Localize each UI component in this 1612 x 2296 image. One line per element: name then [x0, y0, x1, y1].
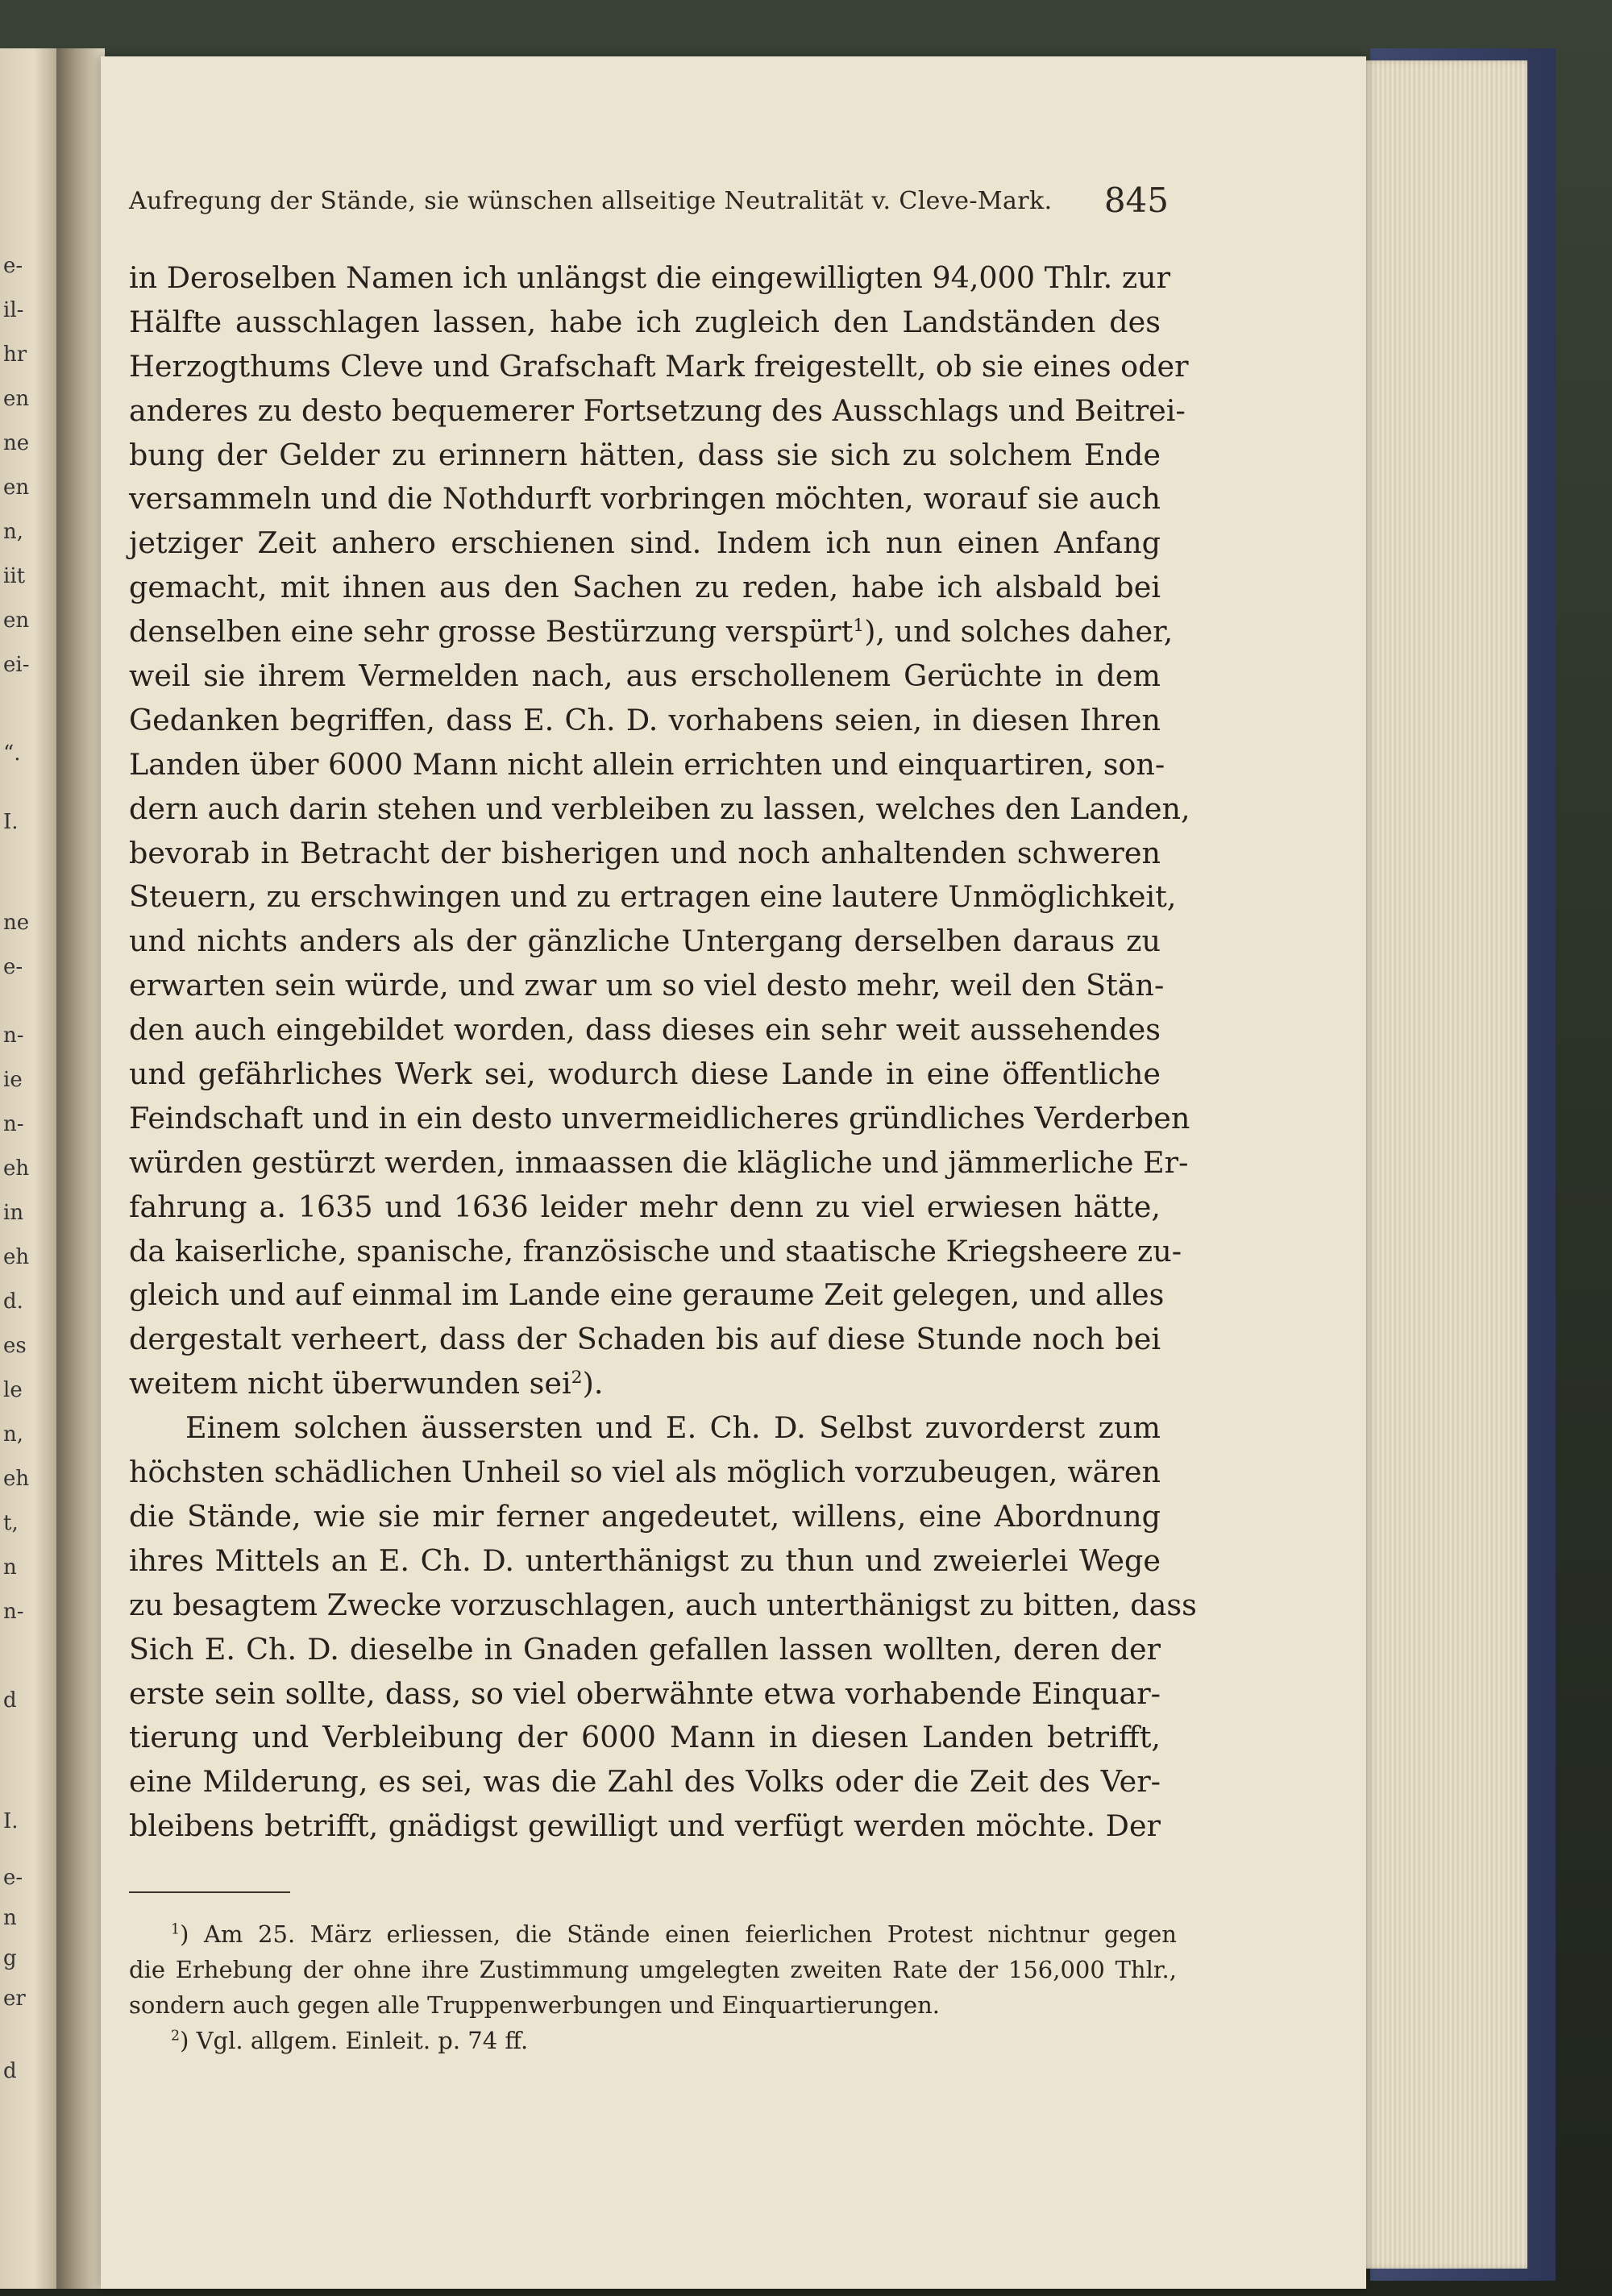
text-line: dergestalt verheert, dass der Schaden bis auf diese Stunde noch bei: [129, 1322, 1161, 1357]
footnote-1-line: sondern auch gegen alle Truppenwerbungen und Einquartierungen.: [129, 1991, 940, 2019]
prev-page-fragment: eh: [3, 1245, 30, 1269]
footnote-rule: [129, 1891, 290, 1893]
text-line: eine Milderung, es sei, was die Zahl des Volks oder die Zeit des Ver-: [129, 1764, 1161, 1800]
prev-page-fragment: ne: [3, 911, 30, 935]
prev-page-fragment: iit: [3, 564, 26, 588]
prev-page-fragment: n: [3, 1906, 17, 1930]
text-line: den auch eingebildet worden, dass dieses ein sehr weit aussehendes: [129, 1012, 1161, 1048]
prev-page-fragment: d: [3, 1688, 17, 1713]
text-line: dern auch darin stehen und verbleiben zu lassen, welches den Landen,: [129, 791, 1190, 826]
footnote-2-line: [129, 2023, 1177, 2058]
text-line: Gedanken begriffen, dass E. Ch. D. vorhabens seien, in diesen Ihren: [129, 702, 1161, 737]
prev-page-fragment: e-: [3, 1866, 23, 1890]
prev-page-fragment: n: [3, 1555, 17, 1580]
text-line: fahrung a. 1635 und 1636 leider mehr denn zu viel erwiesen hätte,: [129, 1189, 1161, 1224]
text-line: Sich E. Ch. D. dieselbe in Gnaden gefallen lassen wollten, deren der: [129, 1631, 1161, 1667]
footnote-marker: 1: [171, 1921, 181, 1938]
text-line: würden gestürzt werden, inmaassen die klägliche und jämmerliche Er-: [129, 1144, 1189, 1180]
text-line: erwarten sein würde, und zwar um so viel desto mehr, weil den Stän-: [129, 968, 1165, 1003]
text-line: bleibens betrifft, gnädigst gewilligt und verfügt werden möchte. Der: [129, 1808, 1161, 1844]
prev-page-fragment: d: [3, 2059, 17, 2083]
footnote-text: ) Am 25. März erliessen, die Stände einen feierlichen Protest nichtnur gegen: [180, 1920, 1177, 1948]
prev-page-fragment: ne: [3, 431, 30, 455]
text-line: und nichts anders als der gänzliche Untergang derselben daraus zu: [129, 924, 1161, 959]
prev-page-fragment: n-: [3, 1600, 24, 1624]
prev-page-fragment: eh: [3, 1156, 30, 1181]
page-header: [129, 181, 1169, 221]
prev-page-fragment: er: [3, 1987, 26, 2011]
footnotes: [129, 1916, 1177, 2058]
text-line: in Deroselben Namen ich unlängst die eingewilligten 94,000 Thlr. zur: [129, 260, 1171, 295]
text-line: Landen über 6000 Mann nicht allein errichten und einquartiren, son-: [129, 746, 1165, 782]
text-line: gleich und auf einmal im Lande eine geraume Zeit gelegen, und alles: [129, 1277, 1165, 1313]
prev-page-fragment: hr: [3, 343, 27, 367]
text-line: [129, 610, 1174, 654]
prev-page-fragment: e-: [3, 254, 23, 278]
prev-page-fragment: t,: [3, 1511, 19, 1535]
text-line: anderes zu desto bequemerer Fortsetzung des Ausschlags und Beitrei-: [129, 392, 1186, 428]
text-line: erste sein sollte, dass, so viel oberwähnte etwa vorhabende Einquar-: [129, 1675, 1161, 1711]
prev-page-fragment: es: [3, 1334, 27, 1358]
text-line: zu besagtem Zwecke vorzuschlagen, auch unterthänigst zu bitten, dass: [129, 1587, 1197, 1622]
text-line: Einem solchen äussersten und E. Ch. D. Selbst zuvorderst zum: [185, 1410, 1161, 1446]
prev-page-fragment: I.: [3, 1809, 19, 1833]
text-line: tierung und Verbleibung der 6000 Mann in diesen Landen betrifft,: [129, 1720, 1161, 1755]
prev-page-fragment: ei-: [3, 653, 30, 677]
prev-page-fragment: “.: [3, 741, 21, 766]
prev-page-fragment: in: [3, 1201, 24, 1225]
prev-page-fragment: n-: [3, 1023, 24, 1048]
text-line: und gefährliches Werk sei, wodurch diese Lande in eine öffentliche: [129, 1057, 1161, 1092]
prev-page-fragment: n-: [3, 1112, 24, 1136]
text-segment: ).: [582, 1366, 604, 1401]
text-segment: weitem nicht überwunden sei: [129, 1366, 571, 1401]
page-number: 845: [1103, 181, 1169, 220]
footnote-marker: 2: [171, 2028, 181, 2045]
text-line: höchsten schädlichen Unheil so viel als möglich vorzubeugen, wären: [129, 1455, 1161, 1490]
previous-page-edge: [0, 48, 56, 2289]
page-block-edges: [1354, 60, 1527, 2269]
text-line: [129, 1362, 1161, 1406]
prev-page-fragment: I.: [3, 810, 19, 834]
footnote-1-line: die Erhebung der ohne ihre Zustimmung umgelegten zweiten Rate der 156,000 Thlr.,: [129, 1956, 1177, 1983]
prev-page-fragment: g: [3, 1946, 17, 1970]
text-line: versammeln und die Nothdurft vorbringen möchten, worauf sie auch: [129, 481, 1161, 517]
prev-page-fragment: le: [3, 1378, 23, 1402]
text-line: da kaiserliche, spanische, französische und staatische Kriegsheere zu-: [129, 1233, 1182, 1268]
prev-page-fragment: eh: [3, 1467, 30, 1491]
text-line: bevorab in Betracht der bisherigen und noch anhaltenden schweren: [129, 835, 1161, 870]
text-segment: ), und solches daher,: [864, 614, 1174, 650]
text-line: Steuern, zu erschwingen und zu ertragen eine lautere Unmöglichkeit,: [129, 879, 1177, 915]
running-head: Aufregung der Stände, sie wünschen allseitige Neutralität v. Cleve-Mark.: [129, 187, 1053, 215]
main-text: [129, 256, 1197, 1849]
book-gutter: [56, 48, 105, 2289]
prev-page-fragment: en: [3, 608, 30, 633]
text-line: jetziger Zeit anhero erschienen sind. Indem ich nun einen Anfang: [129, 525, 1161, 561]
prev-page-fragment: n,: [3, 1422, 24, 1447]
text-line: weil sie ihrem Vermelden nach, aus erschollenem Gerüchte in dem: [129, 658, 1161, 694]
prev-page-fragment: e-: [3, 955, 23, 979]
footnote-ref: 1: [853, 615, 865, 636]
text-line: Hälfte ausschlagen lassen, habe ich zugleich den Landständen des: [129, 304, 1161, 339]
prev-page-fragment: d.: [3, 1289, 23, 1314]
text-line: gemacht, mit ihnen aus den Sachen zu reden, habe ich alsbald bei: [129, 570, 1161, 605]
footnote-text: ) Vgl. allgem. Einleit. p. 74 ff.: [180, 2027, 529, 2054]
text-line: Feindschaft und in ein desto unvermeidlicheres gründliches Verderben: [129, 1100, 1190, 1136]
text-line: die Stände, wie sie mir ferner angedeutet, willens, eine Abordnung: [129, 1498, 1161, 1534]
prev-page-fragment: n,: [3, 520, 24, 544]
text-line: bung der Gelder zu erinnern hätten, dass sie sich zu solchem Ende: [129, 437, 1161, 472]
prev-page-fragment: en: [3, 475, 30, 500]
text-segment: denselben eine sehr grosse Bestürzung verspürt: [129, 614, 854, 650]
footnote-ref: 2: [571, 1368, 583, 1389]
text-line: Herzogthums Cleve und Grafschaft Mark freigestellt, ob sie eines oder: [129, 348, 1189, 384]
prev-page-fragment: en: [3, 387, 30, 411]
prev-page-fragment: ie: [3, 1068, 23, 1092]
text-line: ihres Mittels an E. Ch. D. unterthänigst zu thun und zweierlei Wege: [129, 1542, 1161, 1578]
prev-page-fragment: il-: [3, 298, 24, 322]
footnote-1-line: [129, 1916, 1177, 1952]
